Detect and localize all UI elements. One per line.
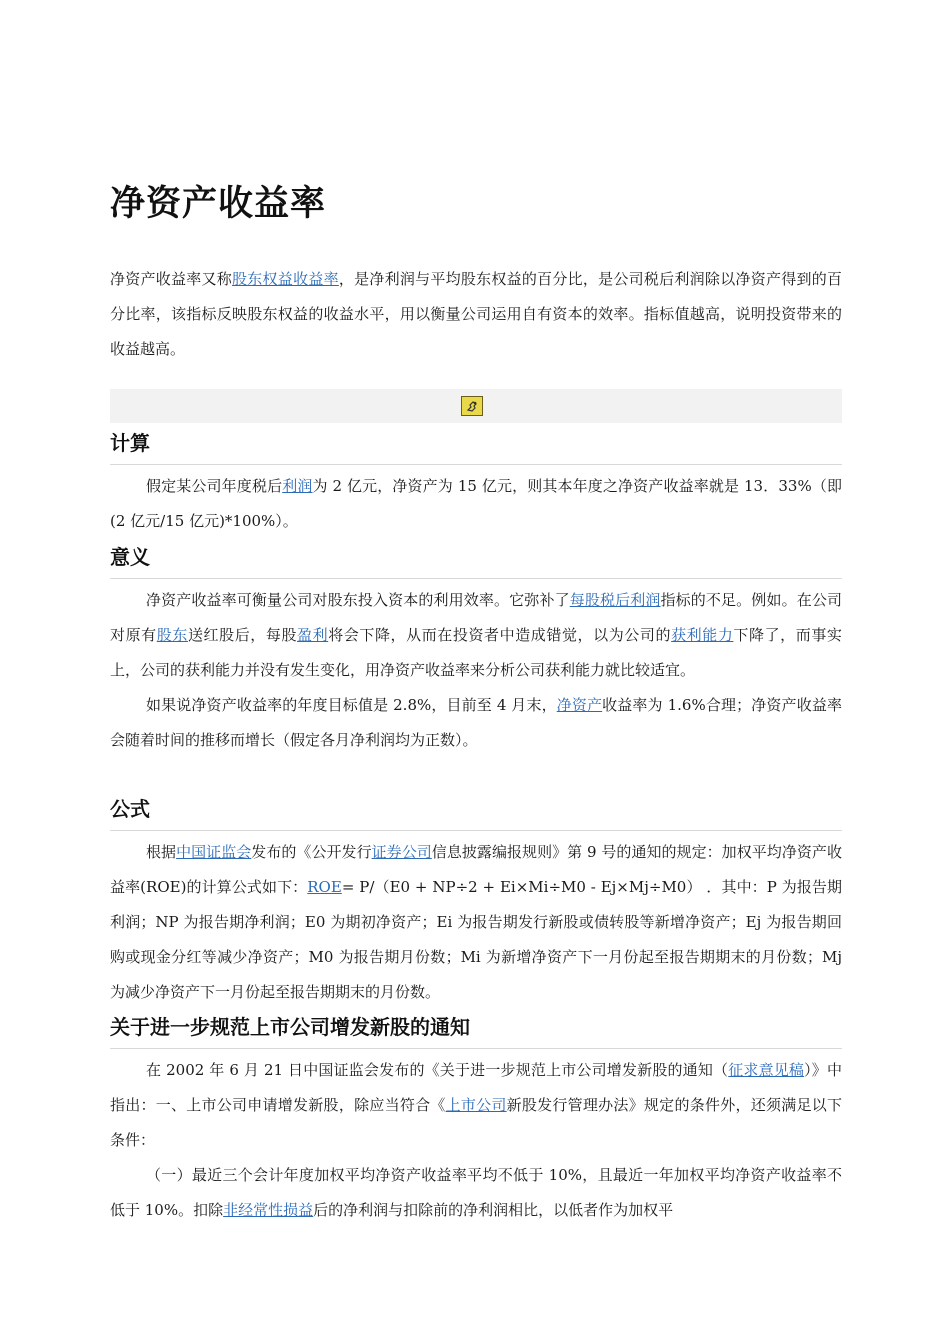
meaning-paragraph-2 [110,688,842,758]
link-csrc[interactable]: 中国证监会 [176,843,252,861]
link-shareholder-equity-return[interactable]: 股东权益收益率 [232,270,339,288]
notice-paragraph-2 [110,1158,842,1228]
link-roe[interactable]: ROE [307,878,342,896]
page-title: 净资产收益率 [110,184,327,224]
section-calculation [110,428,842,539]
section-formula [110,794,842,1010]
link-listed-company[interactable]: 上市公司 [445,1096,507,1114]
meaning-p2-text-2: 收益率为 1.6%合理；净资产收益率会随着时间的推移而增长（假定各月净利润均为正数）。 [110,696,842,749]
link-eps-after-tax[interactable]: 每股税后利润 [569,591,661,609]
link-securities-company[interactable]: 证券公司 [371,843,432,861]
formula-text-1: 根据 [146,843,177,861]
calc-text-2: 为 2 亿元，净资产为 15 亿元，则其本年度之净资产收益率就是 13．33%（即(2 亿元/15 亿元)*100%）。 [110,477,842,530]
meaning-text-2: 指标的不足。例如。在公司对原有 [110,591,842,644]
section-meaning [110,542,842,758]
notice-paragraph-1 [110,1053,842,1158]
link-non-recurring-gains[interactable]: 非经常性损益 [223,1201,314,1219]
meaning-paragraph-1 [110,583,842,688]
link-profit[interactable]: 利润 [282,477,313,495]
broken-image-icon[interactable] [461,396,483,416]
formula-text-2: 发布的《公开发行 [251,843,372,861]
formula-text-4: = P/（E0 + NP÷2 + Ei×Mi÷M0 - Ej×Mj÷M0） ．其中：P 为报告期利润；NP 为报告期净利润；E0 为期初净资产；Ei 为报告期发行新股或债转股等新增净资产；Ej 为报告期回购或现金分红等减少净资产；M0 为报告期月份数；Mi 为新增净资产下一月份起至报告期期末的月份数；Mj 为减少净资产下一月份起至报告期期末的月份数。 [110,878,842,1001]
link-net-assets[interactable]: 净资产 [556,696,603,714]
notice-p2-text-1: （一）最近三个会计年度加权平均净资产收益率平均不低于 10%，且最近一年加权平均净资产收益率不低于 10%。扣除 [110,1166,842,1219]
intro-text-2: ，是净利润与平均股东权益的百分比，是公司税后利润除以净资产得到的百分比率，该指标反映股东权益的收益水平，用以衡量公司运用自有资本的效率。指标值越高，说明投资带来的收益越高。 [110,270,842,358]
heading-calculation: 计算 [110,428,842,465]
calc-paragraph [110,469,842,539]
intro-paragraph [110,262,842,367]
intro-text-1: 净资产收益率又称 [110,270,233,288]
image-placeholder-bar [110,389,842,423]
section-notice [110,1012,842,1228]
link-profitability[interactable]: 获利能力 [671,626,734,644]
intro-section [110,262,842,367]
heading-notice: 关于进一步规范上市公司增发新股的通知 [110,1012,842,1049]
meaning-text-1: 净资产收益率可衡量公司对股东投入资本的利用效率。它弥补了 [146,591,570,609]
meaning-p2-text-1: 如果说净资产收益率的年度目标值是 2.8%，目前至 4 月末， [146,696,557,714]
link-draft-for-comment[interactable]: 征求意见稿 [728,1061,805,1079]
notice-p2-text-2: 后的净利润与扣除前的净利润相比，以低者作为加权平 [313,1201,674,1219]
formula-paragraph [110,835,842,1010]
heading-meaning: 意义 [110,542,842,579]
formula-text-3: 信息披露编报规则》第 9 号的通知的规定：加权平均净资产收益率(ROE)的计算公式如下： [110,843,842,896]
notice-text-3: 新股发行管理办法》规定的条件外，还须满足以下条件： [110,1096,842,1149]
link-shareholder[interactable]: 股东 [156,626,188,644]
meaning-text-4: 将会下降，从而在投资者中造成错觉，以为公司的 [328,626,672,644]
meaning-text-5: 下降了，而事实上，公司的获利能力并没有发生变化，用净资产收益率来分析公司获利能力就比较适宜。 [110,626,842,679]
link-earnings[interactable]: 盈利 [297,626,329,644]
calc-text-1: 假定某公司年度税后 [146,477,283,495]
notice-text-2: ）》中指出：一、上市公司申请增发新股，除应当符合《 [110,1061,842,1114]
notice-text-1: 在 2002 年 6 月 21 日中国证监会发布的《关于进一步规范上市公司增发新股的通知（ [146,1061,729,1079]
heading-formula: 公式 [110,794,842,831]
meaning-text-3: 送红股后，每股 [187,626,298,644]
